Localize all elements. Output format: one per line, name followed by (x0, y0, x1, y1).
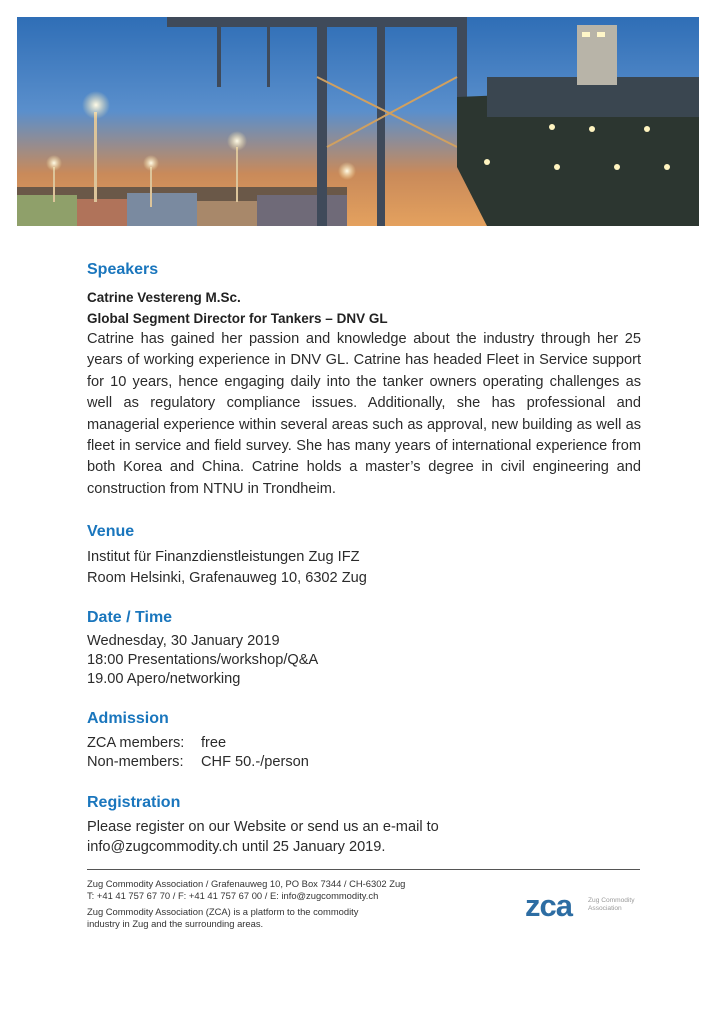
registration-line-2: info@zugcommodity.ch until 25 January 2019. (87, 839, 386, 856)
footer-address: Zug Commodity Association / Grafenauweg 10, PO Box 7344 / CH-6302 Zug (87, 878, 406, 889)
venue-heading: Venue (87, 523, 135, 541)
logo-text-2: Association (588, 905, 622, 912)
admission-label: ZCA members: (87, 735, 185, 752)
footer-contact: T: +41 41 757 67 70 / F: +41 41 757 67 00 / E: info@zugcommodity.ch (87, 890, 379, 901)
venue-line-2: Room Helsinki, Grafenauweg 10, 6302 Zug (87, 570, 367, 587)
datetime-line-2: 18:00 Presentations/workshop/Q&A (87, 652, 319, 669)
header-photo (17, 17, 699, 226)
registration-line-1: Please register on our Website or send us an e-mail to (87, 819, 439, 836)
logo-text-1: Zug Commodity (588, 897, 635, 904)
logo-text (588, 897, 635, 913)
admission-value: CHF 50.-/person (201, 754, 309, 771)
venue-line-1: Institut für Finanzdienstleistungen Zug IFZ (87, 549, 360, 566)
footer-description-2: industry in Zug and the surrounding areas. (87, 918, 264, 929)
zca-logo (525, 888, 645, 924)
speakers-section (87, 260, 647, 500)
admission-section (87, 709, 647, 772)
admission-row-nonmembers (87, 753, 647, 772)
datetime-section (87, 608, 647, 689)
admission-row-members (87, 734, 647, 753)
footer-divider (87, 869, 640, 870)
port-cranes-image (17, 17, 699, 226)
registration-section (87, 793, 647, 857)
datetime-heading: Date / Time (87, 609, 173, 627)
footer (87, 878, 507, 930)
speaker-role: Global Segment Director for Tankers – DNV GL (87, 311, 388, 326)
datetime-line-1: Wednesday, 30 January 2019 (87, 633, 280, 650)
venue-section (87, 522, 647, 589)
datetime-line-3: 19.00 Apero/networking (87, 671, 241, 688)
admission-heading: Admission (87, 710, 169, 728)
admission-value: free (201, 735, 227, 752)
footer-description-1: Zug Commodity Association (ZCA) is a platform to the commodity (87, 906, 359, 917)
main-content (87, 260, 647, 857)
speakers-heading: Speakers (87, 261, 159, 278)
registration-heading: Registration (87, 794, 181, 812)
admission-label: Non-members: (87, 754, 184, 771)
speaker-name: Catrine Vestereng M.Sc. (87, 290, 241, 305)
logo-mark: zca (525, 888, 572, 923)
speaker-bio: Catrine has gained her passion and knowledge about the industry through her 25 years of working experience in DNV GL. Catrine has headed Fleet in Service support for 10 years, hence engaging daily into the tanker owners operating challenges as well as regulatory compliance issues. Additionally, she has professional and managerial experience within several areas such as approval, new building as well as fleet in service and field survey. She has many years of international experience from both Korea and China. Catrine holds a master’s degree in civil engineering and construction from NTNU in Trondheim. (87, 331, 641, 497)
